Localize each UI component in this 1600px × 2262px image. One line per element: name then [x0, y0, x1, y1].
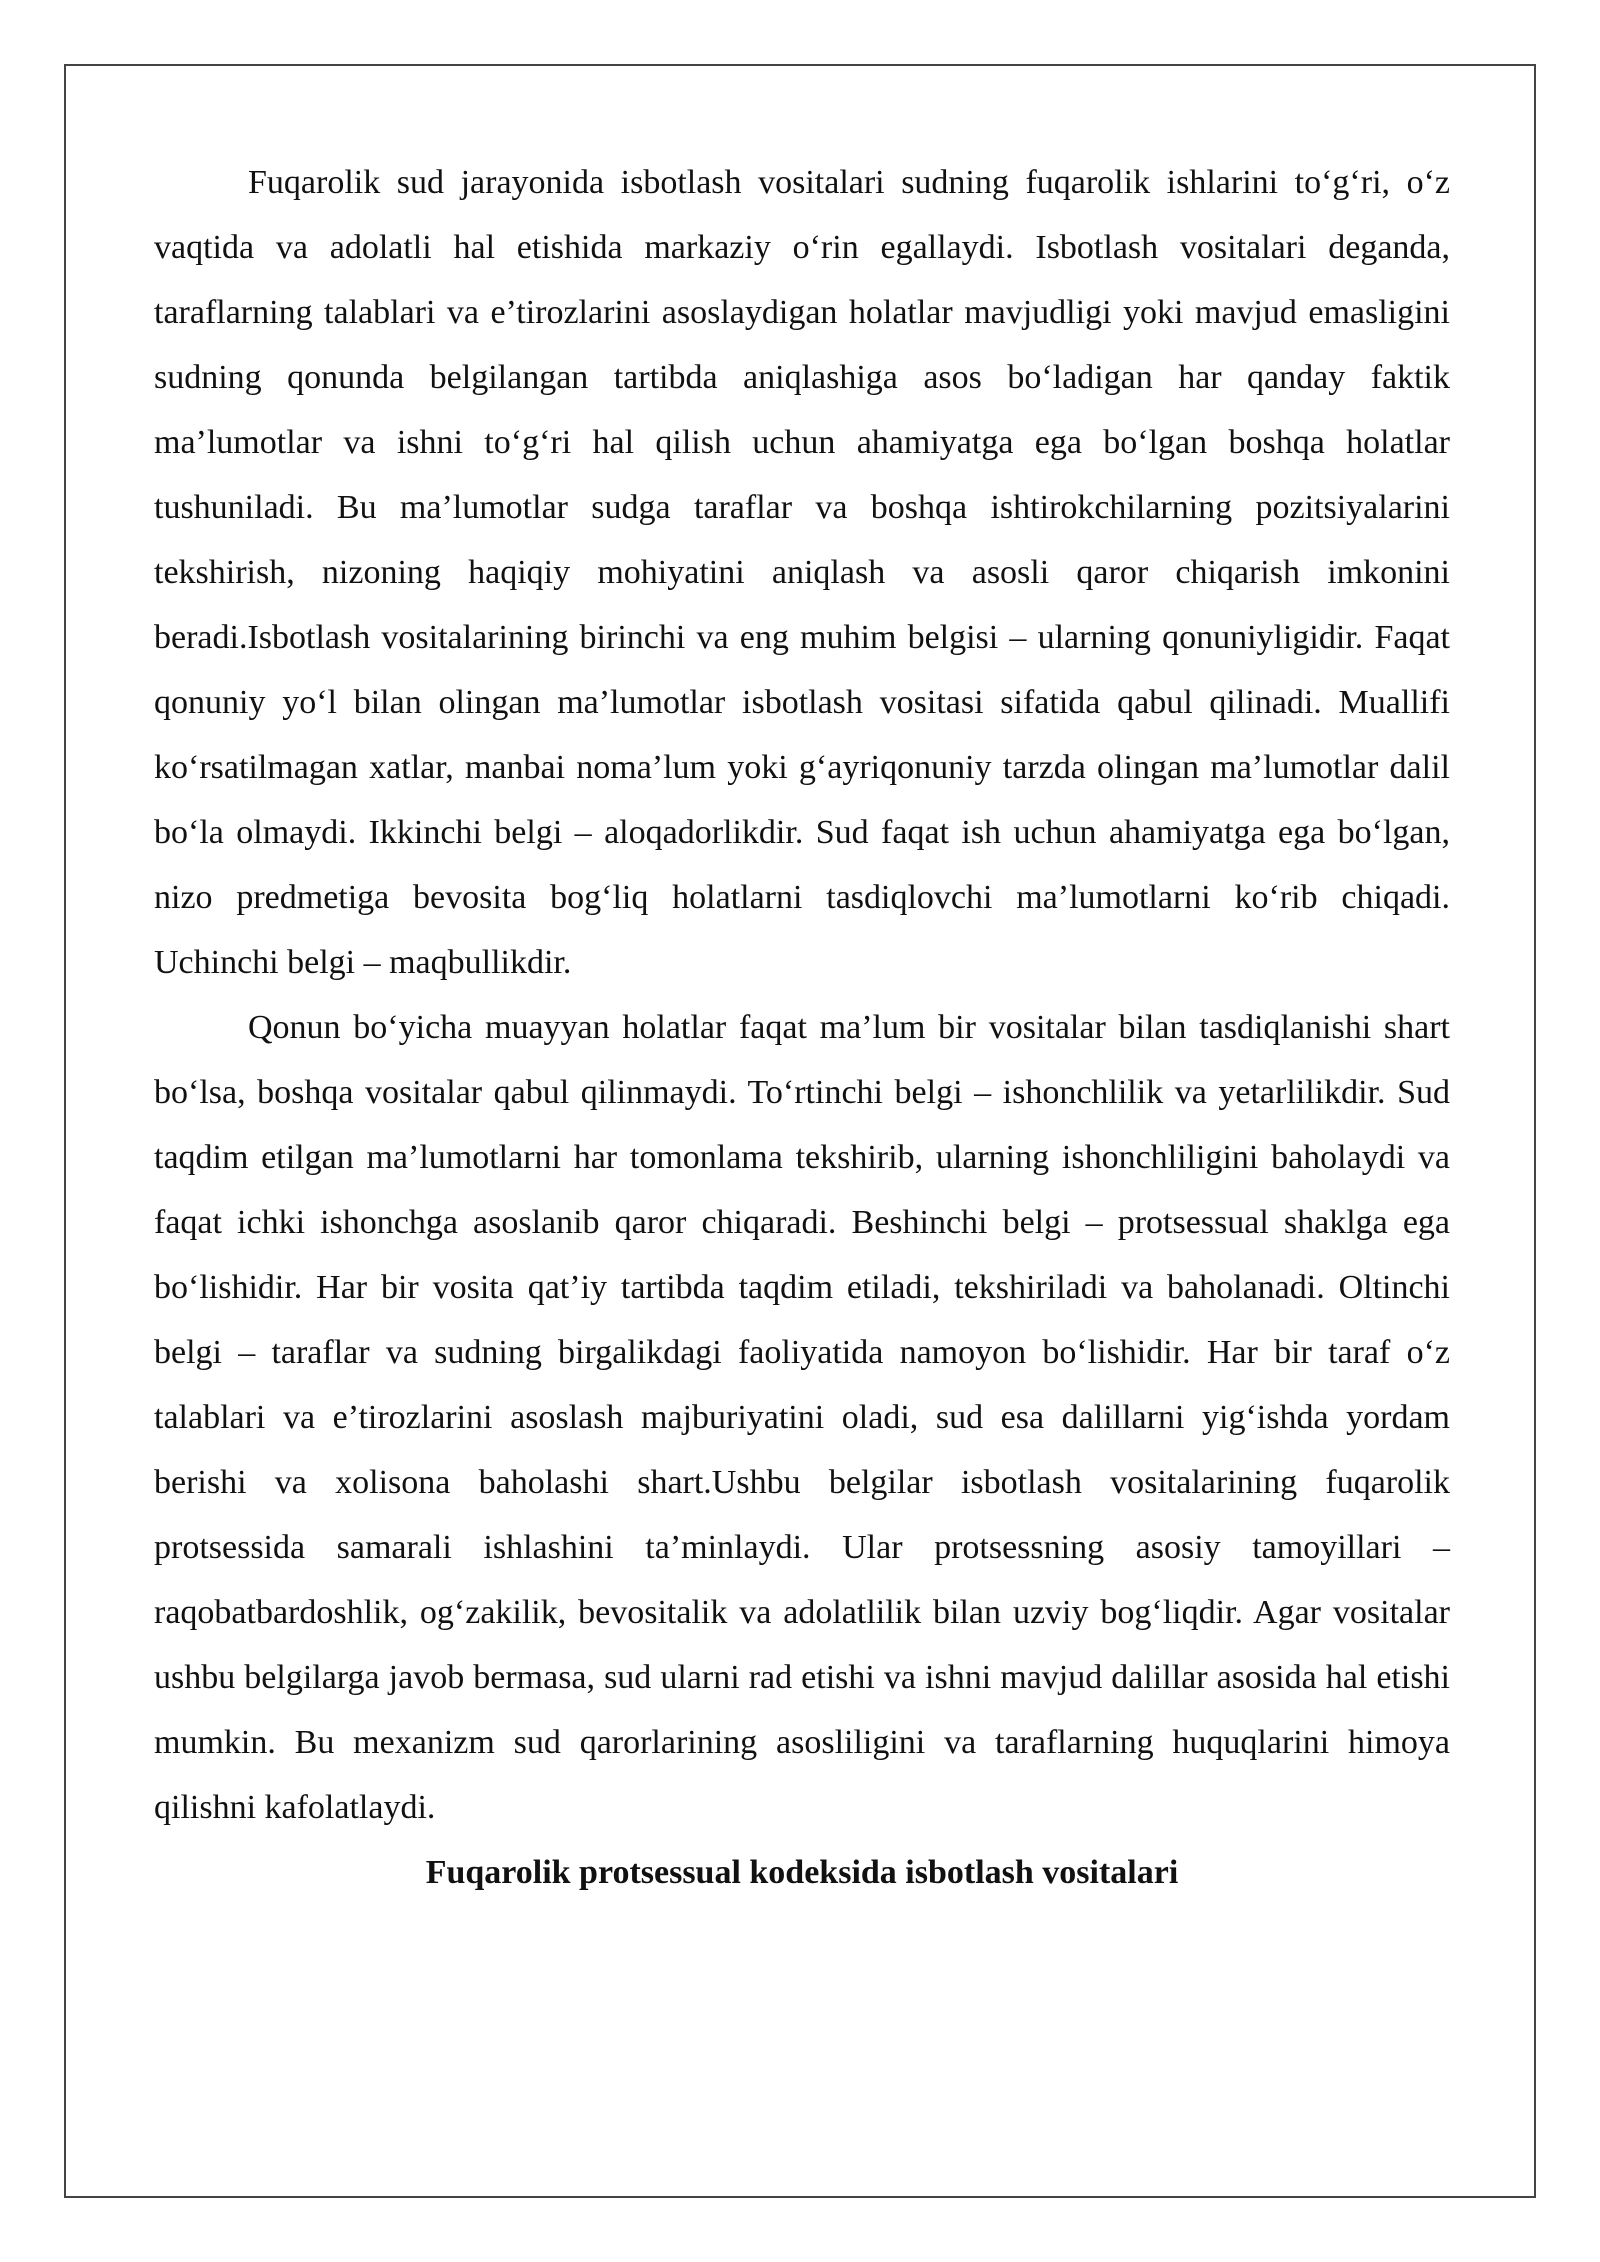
- section-heading: Fuqarolik protsessual kodeksida isbotlash vositalari: [425, 1854, 1179, 1891]
- paragraph-1: Fuqarolik sud jarayonida isbotlash vositalari sudning fuqarolik ishlarini to‘g‘ri, o‘z vaqtida va adolatli hal etishida markaziy o‘rin egallaydi. Isbotlash vositalari deganda, taraflarning talablari va e’tirozlarini asoslaydigan holatlar mavjudligi yoki mavjud emasligini sudning qonunda belgilangan tartibda aniqlashiga asos bo‘ladigan har qanday faktik ma’lumotlar va ishni to‘g‘ri hal qilish uchun ahamiyatga ega bo‘lgan boshqa holatlar tushuniladi. Bu ma’lumotlar sudga taraflar va boshqa ishtirokchilarning pozitsiyalarini tekshirish, nizoning haqiqiy mohiyatini aniqlash va asosli qaror chiqarish imkonini beradi.Isbotlash vositalarining birinchi va eng muhim belgisi – ularning qonuniyligidir. Faqat qonuniy yo‘l bilan olingan ma’lumotlar isbotlash vositasi sifatida qabul qilinadi. Muallifi ko‘rsatilmagan xatlar, manbai noma’lum yoki g‘ayriqonuniy tarzda olingan ma’lumotlar dalil bo‘la olmaydi. Ikkinchi belgi – aloqadorlikdir. Sud faqat ish uchun ahamiyatga ega bo‘lgan, nizo predmetiga bevosita bog‘liq holatlarni tasdiqlovchi ma’lumotlarni ko‘rib chiqadi. Uchinchi belgi – maqbullikdir.: [154, 164, 1450, 981]
- document-body: [154, 150, 1450, 1905]
- paragraph-2: Qonun bo‘yicha muayyan holatlar faqat ma’lum bir vositalar bilan tasdiqlanishi shart bo‘lsa, boshqa vositalar qabul qilinmaydi. To‘rtinchi belgi – ishonchlilik va yetarlilikdir. Sud taqdim etilgan ma’lumotlarni har tomonlama tekshirib, ularning ishonchliligini baholaydi va faqat ichki ishonchga asoslanib qaror chiqaradi. Beshinchi belgi – protsessual shaklga ega bo‘lishidir. Har bir vosita qat’iy tartibda taqdim etiladi, tekshiriladi va baholanadi. Oltinchi belgi – taraflar va sudning birgalikdagi faoliyatida namoyon bo‘lishidir. Har bir taraf o‘z talablari va e’tirozlarini asoslash majburiyatini oladi, sud esa dalillarni yig‘ishda yordam berishi va xolisona baholashi shart.Ushbu belgilar isbotlash vositalarining fuqarolik protsessida samarali ishlashini ta’minlaydi. Ular protsessning asosiy tamoyillari – raqobatbardoshlik, og‘zakilik, bevositalik va adolatlilik bilan uzviy bog‘liqdir. Agar vositalar ushbu belgilarga javob bermasa, sud ularni rad etishi va ishni mavjud dalillar asosida hal etishi mumkin. Bu mexanizm sud qarorlarining asosliligini va taraflarning huquqlarini himoya qilishni kafolatlaydi.: [154, 1009, 1450, 1826]
